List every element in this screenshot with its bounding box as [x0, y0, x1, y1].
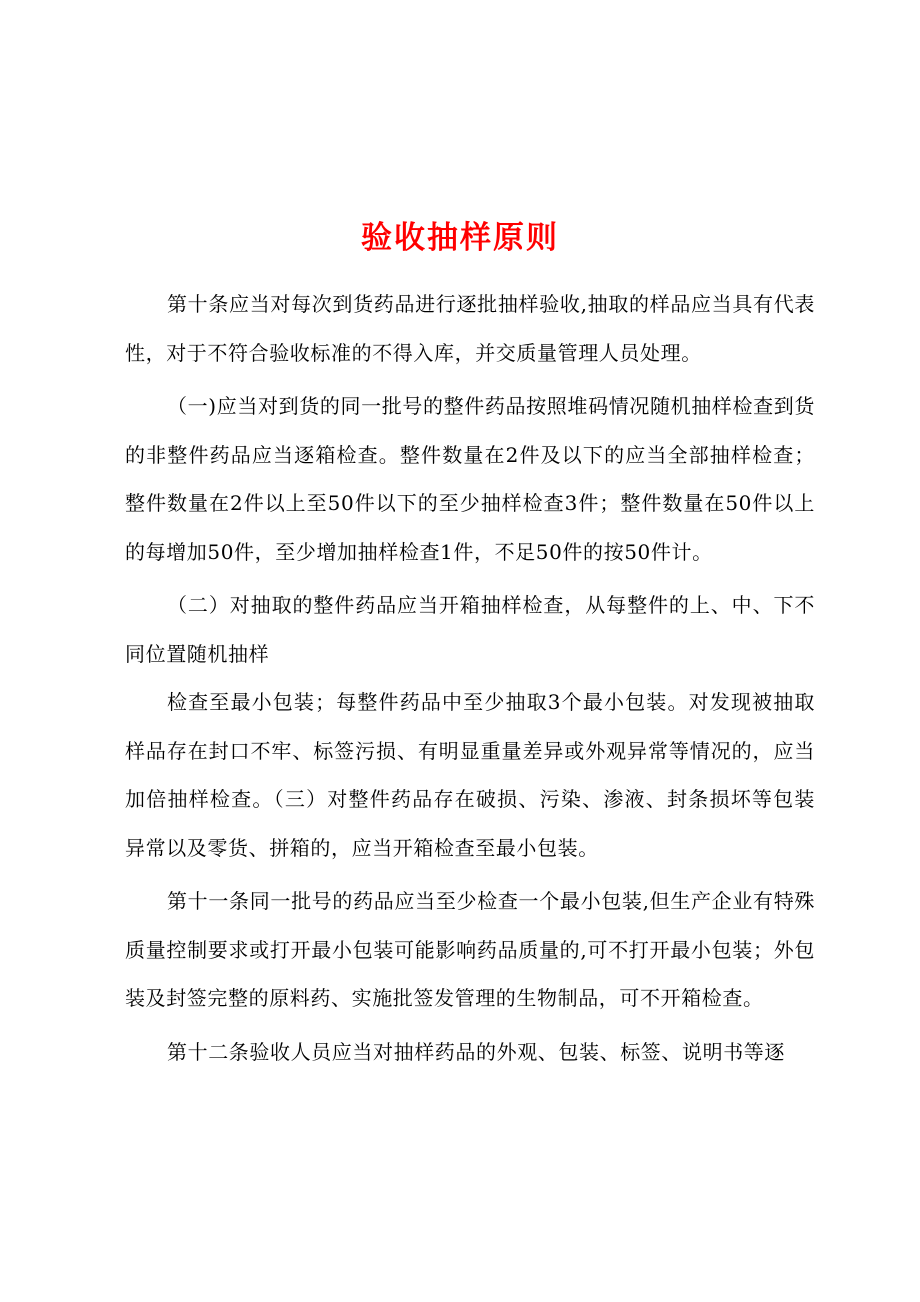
paragraph-item-2: （二）对抽取的整件药品应当开箱抽样检查，从每整件的上、中、下不同位置随机抽样 — [125, 593, 815, 666]
paragraph-item-1: （一)应当对到货的同一批号的整件药品按照堆码情况随机抽样检查到货的非整件药品应当逐箱检查。整件数量在2件及以下的应当全部抽样检查；整件数量在2件以上至50件以下的至少抽样检查3件；整件数量在50件以上的每增加50件，至少增加抽样检查1件，不足50件的按50件计。 — [125, 394, 815, 564]
paragraph-article-12: 第十二条验收人员应当对抽样药品的外观、包装、标签、说明书等逐 — [167, 1039, 785, 1064]
document-body — [125, 280, 815, 1076]
paragraph-item-2-continued: 检查至最小包装；每整件药品中至少抽取3个最小包装。对发现被抽取样品存在封口不牢、标签污损、有明显重量差异或外观异常等情况的，应当加倍抽样检查。（三）对整件药品存在破损、污染、渗液、封条损坏等包装异常以及零货、拼箱的，应当开箱检查至最小包装。 — [125, 690, 815, 860]
document-title: 验收抽样原则 — [361, 219, 559, 256]
paragraph-article-11: 第十一条同一批号的药品应当至少检查一个最小包装,但生产企业有特殊质量控制要求或打开最小包装可能影响药品质量的,可不打开最小包装；外包装及封签完整的原料药、实施批签发管理的生物制品，可不开箱检查。 — [125, 889, 815, 1010]
paragraph-article-10: 第十条应当对每次到货药品进行逐批抽样验收,抽取的样品应当具有代表性，对于不符合验收标准的不得入库，并交质量管理人员处理。 — [125, 292, 815, 365]
